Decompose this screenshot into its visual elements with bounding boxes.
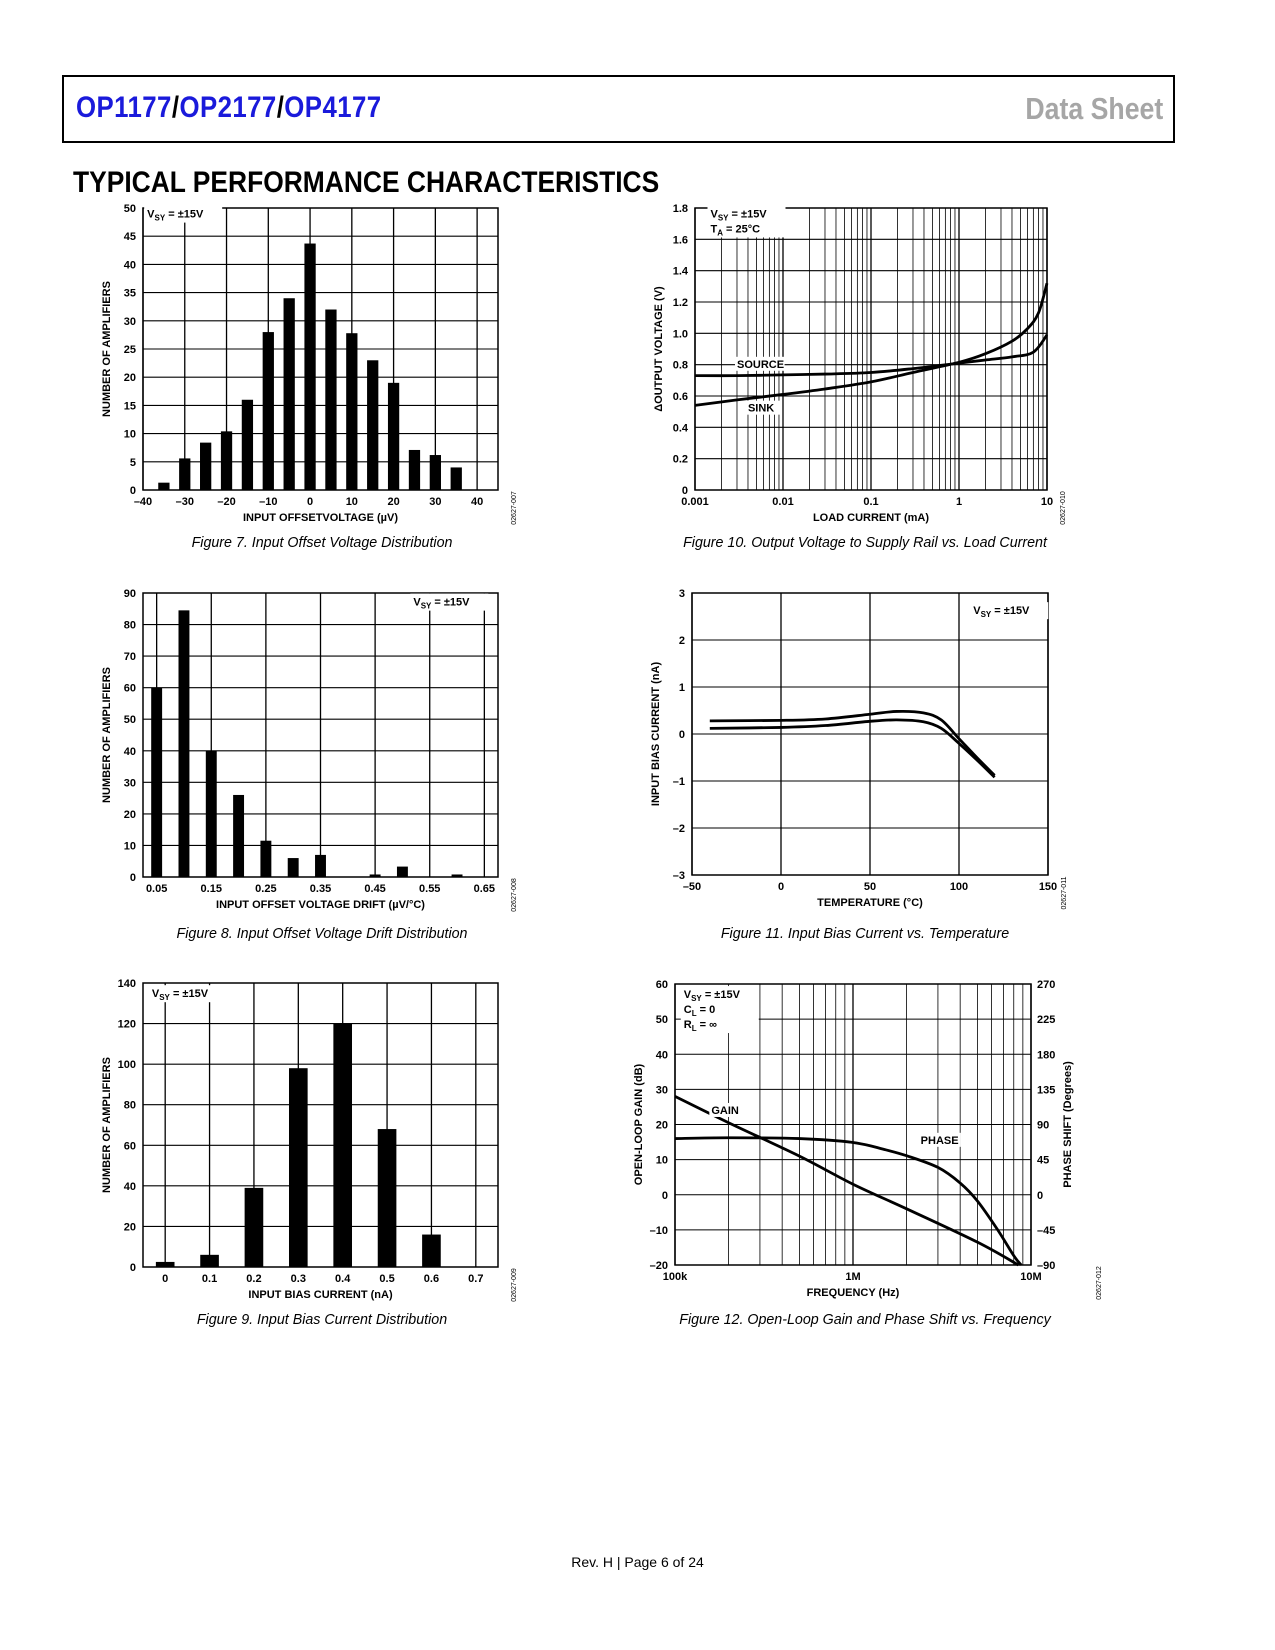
x-tick-label: 0.5: [379, 1273, 395, 1285]
figure-10-caption: Figure 10. Output Voltage to Supply Rail vs. Load Current: [683, 534, 1047, 551]
y-tick-label: 1: [678, 682, 685, 694]
y-tick-label: 100: [117, 1059, 136, 1072]
y-axis-label: ΔOUTPUT VOLTAGE (V): [653, 286, 665, 412]
y-tick-label: 0: [681, 485, 688, 497]
x-tick-label: 0.35: [309, 883, 332, 895]
chart-grid: [143, 593, 498, 877]
y2-tick-label: 270: [1037, 979, 1056, 991]
y-tick-label: 15: [123, 400, 136, 413]
x-tick-label: 1M: [845, 1271, 861, 1283]
y-tick-label: 0.6: [672, 391, 688, 403]
series-label-gain: GAIN: [711, 1104, 739, 1117]
y-tick-label: 20: [123, 1221, 136, 1234]
page-footer: Rev. H | Page 6 of 24: [571, 1554, 704, 1570]
bar: [451, 467, 462, 490]
part-separator: /: [276, 91, 285, 124]
bar: [288, 858, 299, 877]
page-header: [62, 75, 1175, 143]
y2-axis-label: PHASE SHIFT (Degrees): [1062, 1061, 1074, 1188]
x-tick-label: 0: [777, 881, 785, 893]
y-tick-label: 2: [678, 635, 685, 647]
y-tick-label: 10: [123, 428, 136, 441]
x-axis-label: FREQUENCY (Hz): [806, 1287, 900, 1299]
x-tick-label: 0.65: [473, 883, 496, 895]
y-tick-label: 50: [123, 714, 136, 727]
bar: [260, 841, 271, 877]
x-tick-label: 0.4: [335, 1273, 351, 1285]
y-tick-label: 40: [123, 745, 136, 758]
y-tick-label: 30: [655, 1084, 668, 1097]
bar: [158, 483, 169, 490]
y-tick-label: 20: [123, 808, 136, 821]
bar: [156, 1262, 175, 1267]
chart-grid: [692, 593, 1048, 875]
y2-tick-label: 225: [1037, 1014, 1056, 1027]
part-numbers: [76, 91, 382, 125]
y-tick-label: 25: [123, 344, 136, 356]
y-tick-label: 80: [123, 1099, 136, 1112]
series-label-phase: PHASE: [920, 1134, 959, 1147]
y-tick-label: 50: [123, 203, 136, 215]
bar: [388, 383, 399, 490]
chart-grid: [143, 208, 498, 490]
y2-tick-label: 45: [1037, 1154, 1050, 1167]
y-tick-label: 0.8: [672, 359, 688, 372]
doc-type-label: Data Sheet: [1025, 91, 1163, 126]
x-tick-label: –20: [217, 496, 236, 508]
y-tick-label: 0: [129, 872, 136, 884]
y-tick-label: –2: [672, 823, 685, 835]
figure-code-label: 02627-007: [511, 491, 518, 525]
x-tick-label: 0.05: [145, 883, 168, 895]
x-tick-label: 0.001: [681, 496, 709, 508]
bar: [422, 1235, 441, 1267]
figure-12-caption: Figure 12. Open-Loop Gain and Phase Shift vs. Frequency: [679, 1311, 1051, 1328]
x-tick-label: –30: [175, 496, 194, 508]
figure-9-caption: Figure 9. Input Bias Current Distribution: [196, 1311, 448, 1328]
x-tick-label: –40: [133, 496, 153, 508]
y-tick-label: 120: [117, 1018, 136, 1031]
x-tick-label: 40: [470, 496, 484, 508]
y-tick-label: 60: [123, 1140, 136, 1153]
bar: [346, 333, 357, 490]
x-tick-label: 20: [387, 496, 400, 508]
y-axis-label: NUMBER OF AMPLIFIERS: [101, 281, 113, 417]
series-line-upper: [710, 711, 995, 775]
x-axis-label: INPUT OFFSET VOLTAGE DRIFT (µV/°C): [216, 899, 425, 911]
series-line-lower: [710, 720, 995, 777]
x-axis-label: INPUT BIAS CURRENT (nA): [248, 1289, 393, 1301]
y-axis-label: INPUT BIAS CURRENT (nA): [650, 661, 662, 807]
part-link-op4177[interactable]: OP4177: [284, 91, 382, 124]
bar: [233, 795, 244, 877]
figure-7-chart: [95, 200, 535, 530]
y-tick-label: 35: [123, 287, 136, 300]
series-label-source: SOURCE: [736, 358, 785, 371]
x-tick-label: 0.55: [419, 883, 441, 895]
bar: [409, 450, 420, 490]
bar: [325, 310, 336, 490]
y2-tick-label: 90: [1037, 1119, 1050, 1132]
y2-tick-label: –90: [1037, 1260, 1056, 1272]
x-tick-label: 0.01: [772, 496, 794, 508]
y-axis-label: NUMBER OF AMPLIFIERS: [101, 1057, 113, 1193]
figure-11-chart: [640, 585, 1120, 920]
x-tick-label: 0.1: [201, 1273, 218, 1285]
chart-annotation-line: $V_{SY} = \pm 15V$: [151, 988, 209, 1003]
x-tick-label: 0.1: [863, 496, 879, 508]
bar: [397, 867, 408, 877]
y-tick-label: 0.2: [672, 453, 688, 466]
x-tick-label: 0.7: [468, 1273, 484, 1285]
bar: [430, 455, 441, 490]
y-tick-label: 3: [678, 588, 685, 600]
x-tick-label: 0.15: [200, 883, 222, 895]
x-axis-label: INPUT OFFSETVOLTAGE (µV): [242, 512, 399, 524]
x-tick-label: 10: [1040, 496, 1054, 508]
chart-annotation-line: $V_{SY} = \pm 15V$: [683, 989, 740, 1004]
x-tick-label: 0.6: [423, 1273, 440, 1285]
chart-annotation-line: $V_{SY} = \pm 15V$: [413, 596, 470, 611]
chart-annotation-line: $R_L$ = ∞: [683, 1019, 717, 1034]
y-tick-label: 70: [123, 651, 136, 664]
part-separator: /: [171, 91, 180, 124]
y-tick-label: 30: [123, 777, 136, 790]
figure-8-caption: Figure 8. Input Offset Voltage Drift Distribution: [176, 925, 468, 942]
bar: [200, 1255, 219, 1267]
x-tick-label: –50: [682, 881, 702, 893]
x-tick-label: 0: [162, 1273, 169, 1285]
y-tick-label: 10: [123, 840, 136, 853]
series-line-phase: [675, 1138, 1021, 1265]
x-tick-label: 150: [1038, 881, 1058, 893]
series-line-gain: [675, 1096, 1018, 1265]
y-tick-label: 1.4: [672, 265, 688, 278]
bar: [367, 360, 378, 490]
x-tick-label: 0.3: [290, 1273, 306, 1285]
y-tick-label: 80: [123, 619, 136, 632]
y-tick-label: 60: [655, 979, 668, 991]
y-tick-label: –20: [649, 1260, 668, 1272]
figure-code-label: 02627-012: [1096, 1266, 1103, 1300]
y-tick-label: 140: [117, 978, 136, 990]
bar: [245, 1188, 264, 1267]
y-tick-label: –3: [672, 870, 685, 882]
chart-annotation-line: $T_A = 25^\circ C$: [710, 223, 761, 238]
y-axis-label: NUMBER OF AMPLIFIERS: [101, 667, 113, 803]
figure-9-chart: [95, 975, 535, 1310]
x-tick-label: 10M: [1020, 1271, 1042, 1283]
bar: [263, 332, 274, 490]
x-tick-label: 1: [955, 496, 963, 508]
figure-code-label: 02627-011: [1061, 876, 1068, 910]
y-tick-label: 0: [129, 1262, 136, 1274]
y-tick-label: 0.4: [672, 422, 688, 435]
y-tick-label: 0: [678, 729, 685, 741]
y-tick-label: 60: [123, 682, 136, 695]
y-tick-label: 10: [655, 1154, 668, 1167]
y-tick-label: 90: [123, 588, 136, 600]
section-title: TYPICAL PERFORMANCE CHARACTERISTICS: [73, 166, 660, 199]
figure-12-chart: [620, 975, 1140, 1310]
y-tick-label: –1: [672, 776, 685, 788]
y2-tick-label: –45: [1037, 1224, 1056, 1237]
y-tick-label: 1.6: [672, 234, 688, 247]
chart-annotation-line: $C_L = 0$: [683, 1004, 716, 1019]
part-link-op1177[interactable]: OP1177: [76, 91, 172, 124]
x-axis-label: TEMPERATURE (°C): [817, 897, 923, 909]
y2-tick-label: 135: [1037, 1084, 1056, 1097]
bar: [378, 1129, 397, 1267]
x-tick-label: 30: [429, 496, 442, 508]
chart-annotation-line: $V_{SY} = \pm 15V$: [710, 208, 767, 223]
y-tick-label: 1.0: [672, 328, 688, 341]
figure-code-label: 02627-010: [1060, 491, 1067, 525]
y-tick-label: 30: [123, 315, 136, 328]
x-tick-label: –10: [259, 496, 278, 508]
y-tick-label: 0: [661, 1189, 668, 1202]
y-tick-label: 45: [123, 231, 136, 244]
bar: [179, 610, 190, 877]
x-tick-label: 100: [949, 881, 969, 893]
figure-11-caption: Figure 11. Input Bias Current vs. Temperature: [720, 925, 1010, 942]
figure-8-chart: [95, 585, 535, 920]
bar: [242, 400, 253, 490]
part-link-op2177[interactable]: OP2177: [179, 91, 277, 124]
y-tick-label: –10: [649, 1224, 668, 1237]
bar: [221, 431, 232, 490]
bar: [304, 244, 315, 490]
figure-10-chart: [640, 200, 1120, 535]
chart-annotation-line: $V_{SY} = \pm 15V$: [973, 605, 1030, 620]
x-tick-label: 100k: [662, 1271, 688, 1283]
y-tick-label: 1.2: [672, 297, 688, 309]
x-tick-label: 10: [345, 496, 358, 508]
bar: [179, 458, 190, 490]
y-tick-label: 40: [655, 1049, 668, 1062]
bar: [284, 298, 295, 490]
figure-7-caption: Figure 7. Input Offset Voltage Distribution: [191, 534, 453, 551]
x-tick-label: 0.45: [364, 883, 386, 895]
bar: [206, 751, 217, 877]
y-tick-label: 0: [129, 485, 136, 497]
y-tick-label: 40: [123, 259, 136, 272]
series-label-sink: SINK: [747, 402, 775, 415]
figure-code-label: 02627-009: [511, 1268, 518, 1302]
bar: [289, 1068, 308, 1267]
y-tick-label: 5: [129, 456, 136, 469]
y-tick-label: 50: [655, 1014, 668, 1027]
y2-tick-label: 0: [1037, 1189, 1044, 1202]
bar: [333, 1024, 352, 1267]
x-tick-label: 0: [306, 496, 314, 508]
x-axis-label: LOAD CURRENT (mA): [812, 512, 930, 524]
x-tick-label: 50: [863, 881, 877, 893]
bar: [370, 874, 381, 877]
bar: [452, 874, 463, 877]
x-tick-label: 0.2: [246, 1273, 262, 1285]
y2-tick-label: 180: [1037, 1049, 1056, 1062]
figure-code-label: 02627-008: [511, 878, 518, 912]
plot-frame: [143, 983, 498, 1267]
bar: [200, 443, 211, 490]
y-tick-label: 40: [123, 1180, 136, 1193]
y-tick-label: 1.8: [672, 203, 688, 215]
chart-grid: [143, 983, 498, 1267]
bar: [315, 855, 326, 877]
x-tick-label: 0.25: [255, 883, 277, 895]
y-tick-label: 20: [123, 372, 136, 385]
y-tick-label: 20: [655, 1119, 668, 1132]
y-axis-label: OPEN-LOOP GAIN (dB): [633, 1063, 645, 1186]
chart-annotation-line: $V_{SY} = \pm 15V$: [147, 208, 204, 223]
bar: [151, 688, 162, 877]
